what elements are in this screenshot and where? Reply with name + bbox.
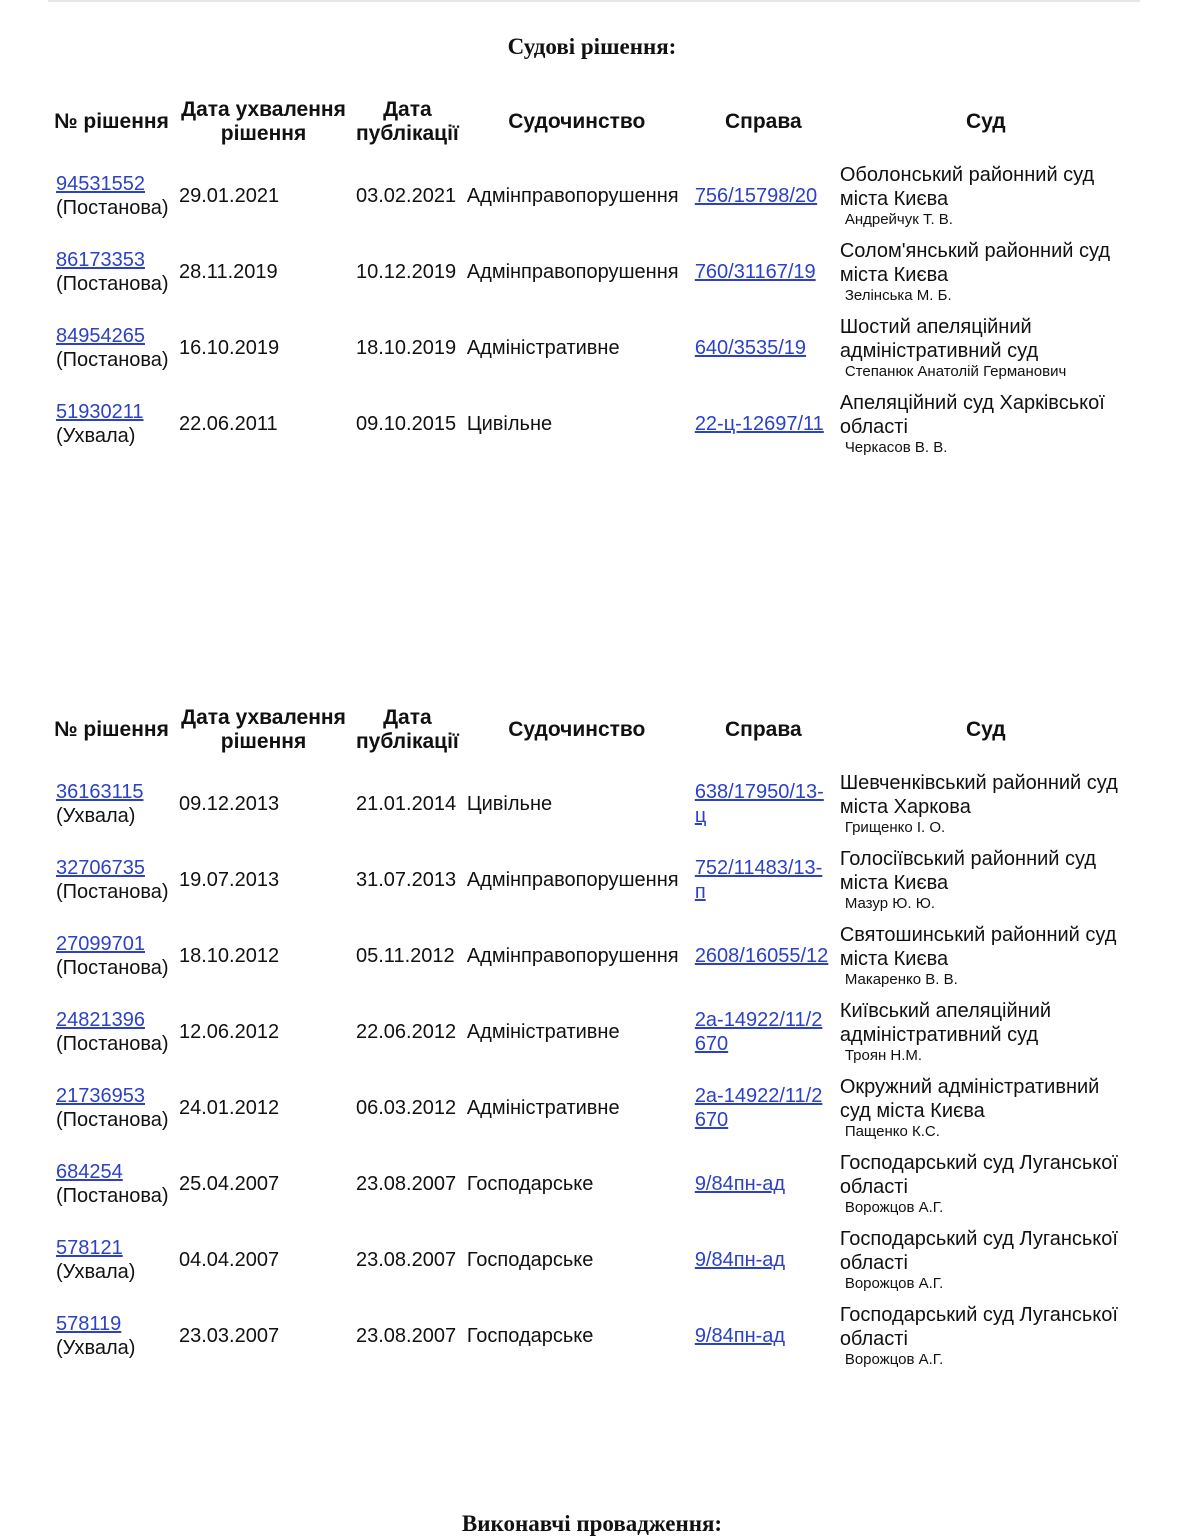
publication-date: 18.10.2019 <box>356 337 457 359</box>
adoption-date: 25.04.2007 <box>179 1173 280 1195</box>
table-row <box>52 1146 1136 1222</box>
proceeding-type: Адмінправопорушення <box>466 945 679 967</box>
case-cell <box>691 1146 836 1222</box>
column-header-decision-number: № рішення <box>54 718 169 741</box>
adoption-date: 23.03.2007 <box>179 1325 280 1347</box>
publication-date: 22.06.2012 <box>356 1021 457 1043</box>
column-header-court: Суд <box>965 110 1006 133</box>
decision-number-link[interactable]: 36163115 <box>56 781 144 803</box>
decision-number-cell <box>52 1298 175 1374</box>
case-number-link[interactable]: 760/31167/19 <box>694 261 816 283</box>
decision-type: (Ухвала) <box>56 425 136 447</box>
case-cell <box>691 1298 836 1374</box>
court-name: Київський апеляційний адміністративний суд <box>839 1000 1052 1046</box>
decision-number-cell <box>52 994 175 1070</box>
publication-date: 03.02.2021 <box>356 185 457 207</box>
decision-number-cell <box>52 1222 175 1298</box>
decision-number-link[interactable]: 21736953 <box>56 1085 145 1107</box>
section-title-enforcement-proceedings: Виконавчі провадження: <box>461 1511 723 1536</box>
decision-number-link[interactable]: 578119 <box>56 1313 122 1335</box>
case-number-link[interactable]: 2а-14922/11/2670 <box>694 1009 823 1055</box>
case-number-link[interactable]: 9/84пн-ад <box>694 1173 786 1195</box>
proceeding-type: Цивільне <box>466 413 553 435</box>
case-cell <box>691 1070 836 1146</box>
section-title-court-decisions: Судові рішення: <box>507 34 677 59</box>
judge-name: Андрейчук Т. В. <box>844 211 953 228</box>
judge-name: Мазур Ю. Ю. <box>844 895 936 912</box>
table-row <box>52 1070 1136 1146</box>
table-row <box>52 1298 1136 1374</box>
proceeding-type: Адміністративне <box>466 337 620 359</box>
judge-name: Троян Н.М. <box>844 1047 923 1064</box>
judge-name: Ворожцов А.Г. <box>844 1351 944 1368</box>
case-cell <box>691 842 836 918</box>
case-cell <box>691 158 836 234</box>
decision-number-link[interactable]: 27099701 <box>56 933 145 955</box>
court-name: Окружний адміністративний суд міста Києва <box>839 1076 1100 1122</box>
decision-number-link[interactable]: 684254 <box>56 1161 123 1183</box>
court-name: Господарський суд Луганської області <box>839 1152 1118 1198</box>
decision-number-cell <box>52 1146 175 1222</box>
case-cell <box>691 994 836 1070</box>
decision-number-link[interactable]: 86173353 <box>56 249 145 271</box>
court-cell <box>836 158 1136 234</box>
court-name: Шевченківський районний суд міста Харкова <box>839 772 1118 818</box>
column-header-case: Справа <box>724 718 802 741</box>
court-cell <box>836 766 1136 842</box>
court-cell <box>836 1298 1136 1374</box>
table-row <box>52 234 1136 310</box>
case-number-link[interactable]: 640/3535/19 <box>694 337 807 359</box>
adoption-date: 24.01.2012 <box>179 1097 280 1119</box>
decision-number-link[interactable]: 32706735 <box>56 857 145 879</box>
court-name: Солом'янський районний суд міста Києва <box>839 240 1111 286</box>
case-cell <box>691 1222 836 1298</box>
column-header-publication-date: Дата публікації <box>356 706 459 753</box>
column-header-adoption-date: Дата ухвалення рішення <box>181 98 346 145</box>
judge-name: Ворожцов А.Г. <box>844 1199 944 1216</box>
decision-type: (Постанова) <box>56 1033 169 1055</box>
table-row <box>52 386 1136 462</box>
table-body <box>52 766 1136 1374</box>
decision-number-cell <box>52 310 175 386</box>
column-header-proceeding-type: Судочинство <box>508 718 646 741</box>
case-number-link[interactable]: 9/84пн-ад <box>694 1325 786 1347</box>
judge-name: Черкасов В. В. <box>844 439 948 456</box>
court-cell <box>836 234 1136 310</box>
table-row <box>52 1222 1136 1298</box>
publication-date: 10.12.2019 <box>356 261 457 283</box>
decision-type: (Ухвала) <box>56 1261 136 1283</box>
column-header-proceeding-type: Судочинство <box>508 110 646 133</box>
publication-date: 06.03.2012 <box>356 1097 457 1119</box>
table-row <box>52 918 1136 994</box>
decision-type: (Ухвала) <box>56 805 136 827</box>
decision-type: (Постанова) <box>56 349 169 371</box>
table-header-row <box>52 704 1136 766</box>
case-number-link[interactable]: 2608/16055/12 <box>694 945 829 967</box>
decision-number-cell <box>52 842 175 918</box>
column-header-case: Справа <box>724 110 802 133</box>
column-header-publication-date: Дата публікації <box>356 98 459 145</box>
decision-number-cell <box>52 1070 175 1146</box>
publication-date: 05.11.2012 <box>356 945 455 967</box>
table-header-row <box>52 96 1136 158</box>
case-cell <box>691 310 836 386</box>
adoption-date: 28.11.2019 <box>179 261 278 283</box>
publication-date: 23.08.2007 <box>356 1325 457 1347</box>
decision-number-cell <box>52 918 175 994</box>
decision-number-cell <box>52 386 175 462</box>
decision-type: (Постанова) <box>56 881 169 903</box>
decision-type: (Постанова) <box>56 957 169 979</box>
proceeding-type: Адміністративне <box>466 1021 620 1043</box>
case-cell <box>691 386 836 462</box>
decision-number-link[interactable]: 94531552 <box>56 173 145 195</box>
decision-number-cell <box>52 234 175 310</box>
decision-type: (Ухвала) <box>56 1337 136 1359</box>
table-body <box>52 158 1136 462</box>
decision-number-link[interactable]: 578121 <box>56 1237 123 1259</box>
judge-name: Степанюк Анатолій Германович <box>844 363 1067 380</box>
adoption-date: 12.06.2012 <box>179 1021 280 1043</box>
court-cell <box>836 918 1136 994</box>
column-header-decision-number: № рішення <box>54 110 169 133</box>
decision-number-cell <box>52 158 175 234</box>
publication-date: 31.07.2013 <box>356 869 457 891</box>
adoption-date: 18.10.2012 <box>179 945 280 967</box>
table-row <box>52 158 1136 234</box>
proceeding-type: Адмінправопорушення <box>466 869 679 891</box>
case-number-link[interactable]: 22-ц-12697/11 <box>694 413 824 435</box>
adoption-date: 09.12.2013 <box>179 793 280 815</box>
publication-date: 23.08.2007 <box>356 1249 457 1271</box>
publication-date: 09.10.2015 <box>356 413 457 435</box>
case-cell <box>691 766 836 842</box>
adoption-date: 19.07.2013 <box>179 869 280 891</box>
column-header-court: Суд <box>965 718 1006 741</box>
case-number-link[interactable]: 638/17950/13-ц <box>694 781 824 827</box>
adoption-date: 16.10.2019 <box>179 337 280 359</box>
table-row <box>52 310 1136 386</box>
proceeding-type: Господарське <box>466 1325 594 1347</box>
court-cell <box>836 1146 1136 1222</box>
case-number-link[interactable]: 752/11483/13-п <box>694 857 823 903</box>
table-row <box>52 766 1136 842</box>
court-name: Господарський суд Луганської області <box>839 1304 1118 1350</box>
court-name: Господарський суд Луганської області <box>839 1228 1118 1274</box>
proceeding-type: Адміністративне <box>466 1097 620 1119</box>
proceeding-type: Цивільне <box>466 793 553 815</box>
case-cell <box>691 918 836 994</box>
court-cell <box>836 842 1136 918</box>
court-decisions-table-2 <box>52 704 1136 1374</box>
adoption-date: 22.06.2011 <box>179 413 278 435</box>
judge-name: Пащенко К.С. <box>844 1123 940 1140</box>
court-name: Апеляційний суд Харківської області <box>839 392 1105 438</box>
case-cell <box>691 234 836 310</box>
decision-type: (Постанова) <box>56 197 169 219</box>
adoption-date: 29.01.2021 <box>179 185 280 207</box>
column-header-adoption-date: Дата ухвалення рішення <box>181 706 346 753</box>
court-cell <box>836 994 1136 1070</box>
court-name: Оболонський районний суд міста Києва <box>839 164 1095 210</box>
decision-type: (Постанова) <box>56 1109 169 1131</box>
proceeding-type: Господарське <box>466 1249 594 1271</box>
decision-number-link[interactable]: 51930211 <box>56 401 144 423</box>
adoption-date: 04.04.2007 <box>179 1249 280 1271</box>
court-cell <box>836 1070 1136 1146</box>
decision-number-cell <box>52 766 175 842</box>
case-number-link[interactable]: 756/15798/20 <box>694 185 818 207</box>
decision-type: (Постанова) <box>56 1185 169 1207</box>
judge-name: Ворожцов А.Г. <box>844 1275 944 1292</box>
proceeding-type: Адмінправопорушення <box>466 185 679 207</box>
case-number-link[interactable]: 9/84пн-ад <box>694 1249 786 1271</box>
decision-number-link[interactable]: 84954265 <box>56 325 145 347</box>
court-name: Святошинський районний суд міста Києва <box>839 924 1117 970</box>
decision-type: (Постанова) <box>56 273 169 295</box>
decision-number-link[interactable]: 24821396 <box>56 1009 145 1031</box>
court-cell <box>836 310 1136 386</box>
table-row <box>52 994 1136 1070</box>
proceeding-type: Господарське <box>466 1173 594 1195</box>
court-name: Голосіївський районний суд міста Києва <box>839 848 1097 894</box>
judge-name: Грищенко І. О. <box>844 819 946 836</box>
judge-name: Зелінська М. Б. <box>844 287 952 304</box>
table-row <box>52 842 1136 918</box>
publication-date: 21.01.2014 <box>356 793 457 815</box>
court-name: Шостий апеляційний адміністративний суд <box>839 316 1039 362</box>
judge-name: Макаренко В. В. <box>844 971 958 988</box>
top-divider <box>48 0 1140 2</box>
court-cell <box>836 1222 1136 1298</box>
case-number-link[interactable]: 2а-14922/11/2670 <box>694 1085 823 1131</box>
publication-date: 23.08.2007 <box>356 1173 457 1195</box>
court-cell <box>836 386 1136 462</box>
proceeding-type: Адмінправопорушення <box>466 261 679 283</box>
court-decisions-table-1 <box>52 96 1136 462</box>
